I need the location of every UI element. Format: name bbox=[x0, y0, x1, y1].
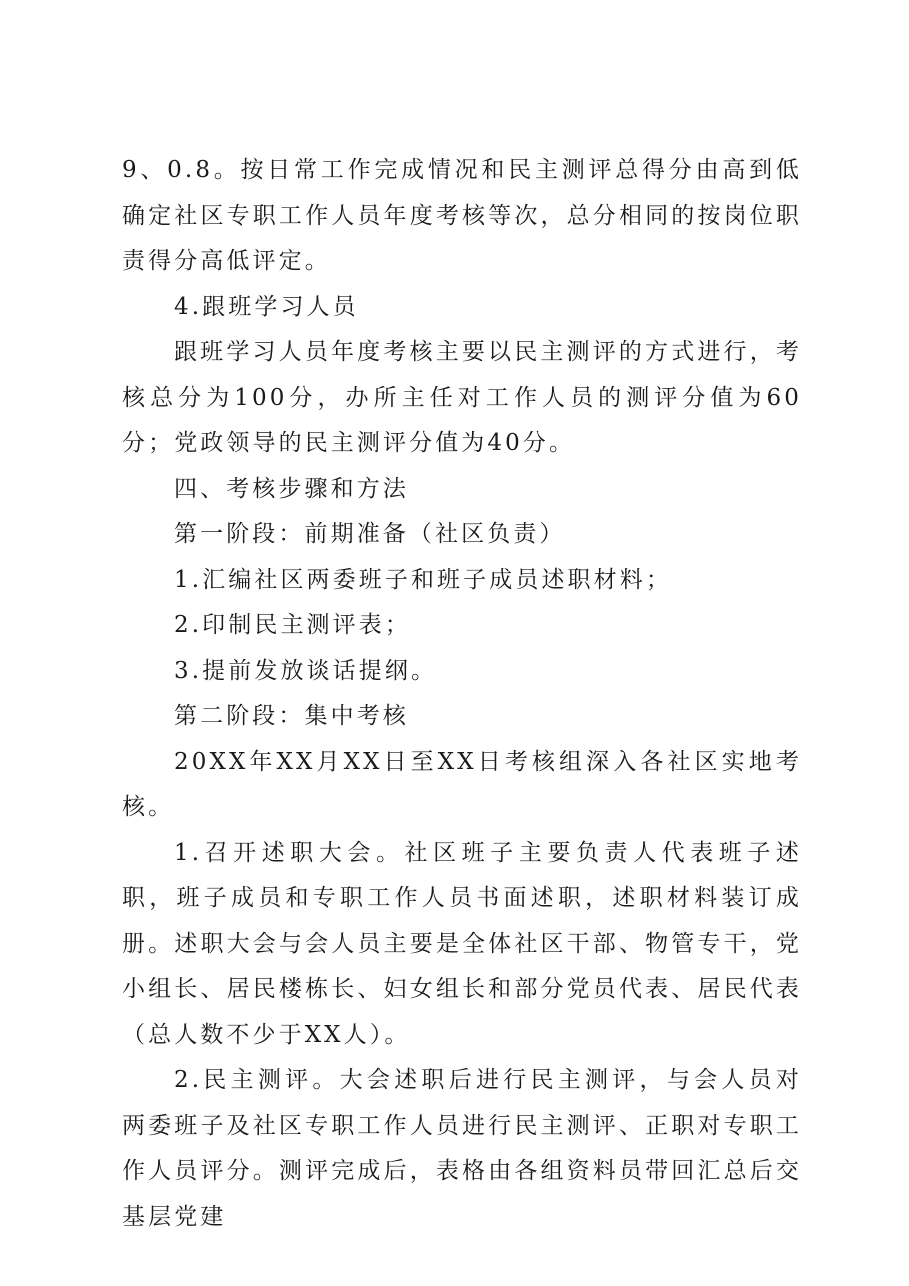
paragraph-scoring-rule: 9、0.8。按日常工作完成情况和民主测评总得分由高到低确定社区专职工作人员年度考核等次，总分相同的按岗位职责得分高低评定。 bbox=[122, 157, 802, 274]
document-body bbox=[122, 148, 802, 1240]
list-item-stage-one-3: 3.提前发放谈话提纲。 bbox=[174, 657, 438, 684]
heading-trainee-staff: 4.跟班学习人员 bbox=[174, 293, 359, 320]
list-item-stage-two-2: 2.民主测评。大会述职后进行民主测评，与会人员对两委班子及社区专职工作人员进行民主测评、正职对专职工作人员评分。测评完成后，表格由各组资料员带回汇总后交基层党建 bbox=[122, 1067, 802, 1230]
paragraph-trainee-assessment: 跟班学习人员年度考核主要以民主测评的方式进行，考核总分为100分，办所主任对工作人员的测评分值为60分；党政领导的民主测评分值为40分。 bbox=[122, 339, 802, 456]
list-item-stage-one-1: 1.汇编社区两委班子和班子成员述职材料； bbox=[174, 566, 672, 593]
list-item-stage-one-2: 2.印制民主测评表； bbox=[174, 612, 411, 638]
paragraph-stage-two-schedule: 20XX年XX月XX日至XX日考核组深入各社区实地考核。 bbox=[122, 748, 802, 820]
heading-stage-one: 第一阶段：前期准备（社区负责） bbox=[174, 521, 566, 547]
list-item-stage-two-1: 1.召开述职大会。社区班子主要负责人代表班子述职，班子成员和专职工作人员书面述职，述职材料装订成册。述职大会与会人员主要是全体社区干部、物管专干，党小组长、居民楼栋长、妇女组长和部分党员代表、居民代表（总人数不少于XX人）。 bbox=[122, 839, 802, 1048]
heading-stage-two: 第二阶段：集中考核 bbox=[174, 703, 409, 729]
heading-section-four: 四、考核步骤和方法 bbox=[174, 475, 409, 502]
